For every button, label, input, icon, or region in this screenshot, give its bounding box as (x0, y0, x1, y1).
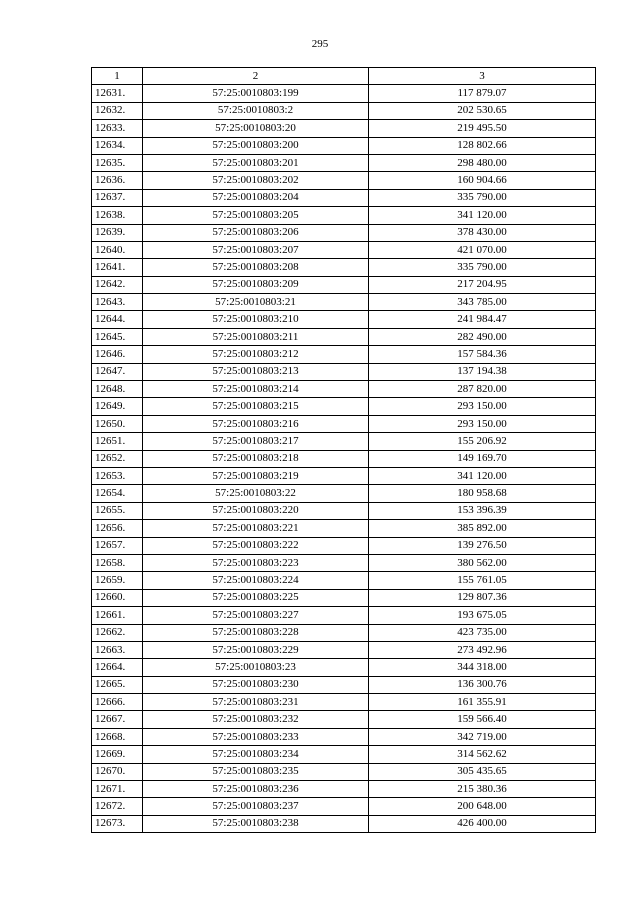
value-cell: 293 150.00 (369, 398, 596, 415)
cadastral-number-cell: 57:25:0010803:232 (143, 711, 369, 728)
cadastral-number-cell: 57:25:0010803:201 (143, 154, 369, 171)
value-cell: 155 761.05 (369, 572, 596, 589)
row-number-cell: 12672. (92, 798, 143, 815)
value-cell: 378 430.00 (369, 224, 596, 241)
value-cell: 149 169.70 (369, 450, 596, 467)
value-cell: 298 480.00 (369, 154, 596, 171)
cadastral-number-cell: 57:25:0010803:2 (143, 102, 369, 119)
row-number-cell: 12649. (92, 398, 143, 415)
table-row (92, 798, 596, 815)
table-row (92, 467, 596, 484)
value-cell: 282 490.00 (369, 328, 596, 345)
table-body (92, 85, 596, 833)
value-cell: 341 120.00 (369, 207, 596, 224)
row-number-cell: 12644. (92, 311, 143, 328)
table-row (92, 607, 596, 624)
row-number-cell: 12638. (92, 207, 143, 224)
cadastral-number-cell: 57:25:0010803:218 (143, 450, 369, 467)
row-number-cell: 12652. (92, 450, 143, 467)
table-row (92, 328, 596, 345)
cadastral-number-cell: 57:25:0010803:20 (143, 120, 369, 137)
value-cell: 159 566.40 (369, 711, 596, 728)
table-row (92, 85, 596, 102)
page-number: 295 (311, 38, 329, 50)
table-row (92, 276, 596, 293)
cadastral-number-cell: 57:25:0010803:204 (143, 189, 369, 206)
value-cell: 180 958.68 (369, 485, 596, 502)
table-row (92, 241, 596, 258)
row-number-cell: 12659. (92, 572, 143, 589)
value-cell: 343 785.00 (369, 294, 596, 311)
value-cell: 273 492.96 (369, 641, 596, 658)
table-row (92, 259, 596, 276)
row-number-cell: 12654. (92, 485, 143, 502)
row-number-cell: 12669. (92, 746, 143, 763)
cadastral-number-cell: 57:25:0010803:23 (143, 659, 369, 676)
row-number-cell: 12647. (92, 363, 143, 380)
cadastral-number-cell: 57:25:0010803:200 (143, 137, 369, 154)
table-row (92, 450, 596, 467)
row-number-cell: 12637. (92, 189, 143, 206)
cadastral-number-cell: 57:25:0010803:211 (143, 328, 369, 345)
cadastral-number-cell: 57:25:0010803:231 (143, 694, 369, 711)
table-row (92, 572, 596, 589)
cadastral-number-cell: 57:25:0010803:209 (143, 276, 369, 293)
value-cell: 380 562.00 (369, 554, 596, 571)
table-row (92, 433, 596, 450)
cadastral-number-cell: 57:25:0010803:206 (143, 224, 369, 241)
cadastral-number-cell: 57:25:0010803:237 (143, 798, 369, 815)
table-row (92, 294, 596, 311)
row-number-cell: 12632. (92, 102, 143, 119)
value-cell: 421 070.00 (369, 241, 596, 258)
cadastral-number-cell: 57:25:0010803:216 (143, 415, 369, 432)
table-row (92, 154, 596, 171)
row-number-cell: 12635. (92, 154, 143, 171)
table-row (92, 120, 596, 137)
value-cell: 200 648.00 (369, 798, 596, 815)
value-cell: 117 879.07 (369, 85, 596, 102)
table-row (92, 554, 596, 571)
table-row (92, 224, 596, 241)
row-number-cell: 12648. (92, 381, 143, 398)
cadastral-number-cell: 57:25:0010803:230 (143, 676, 369, 693)
row-number-cell: 12634. (92, 137, 143, 154)
value-cell: 335 790.00 (369, 259, 596, 276)
cadastral-number-cell: 57:25:0010803:205 (143, 207, 369, 224)
cadastral-number-cell: 57:25:0010803:236 (143, 781, 369, 798)
row-number-cell: 12636. (92, 172, 143, 189)
cadastral-number-cell: 57:25:0010803:233 (143, 728, 369, 745)
cadastral-number-cell: 57:25:0010803:227 (143, 607, 369, 624)
value-cell: 341 120.00 (369, 467, 596, 484)
value-cell: 128 802.66 (369, 137, 596, 154)
value-cell: 153 396.39 (369, 502, 596, 519)
value-cell: 423 735.00 (369, 624, 596, 641)
cadastral-number-cell: 57:25:0010803:223 (143, 554, 369, 571)
row-number-cell: 12653. (92, 467, 143, 484)
value-cell: 217 204.95 (369, 276, 596, 293)
table-row (92, 172, 596, 189)
table-header-row (92, 68, 596, 85)
row-number-cell: 12666. (92, 694, 143, 711)
row-number-cell: 12633. (92, 120, 143, 137)
row-number-cell: 12646. (92, 346, 143, 363)
value-cell: 342 719.00 (369, 728, 596, 745)
table-row (92, 189, 596, 206)
row-number-cell: 12631. (92, 85, 143, 102)
value-cell: 219 495.50 (369, 120, 596, 137)
row-number-cell: 12665. (92, 676, 143, 693)
cadastral-number-cell: 57:25:0010803:219 (143, 467, 369, 484)
value-cell: 314 562.62 (369, 746, 596, 763)
cadastral-number-cell: 57:25:0010803:228 (143, 624, 369, 641)
cadastral-number-cell: 57:25:0010803:224 (143, 572, 369, 589)
value-cell: 287 820.00 (369, 381, 596, 398)
row-number-cell: 12656. (92, 520, 143, 537)
cadastral-number-cell: 57:25:0010803:221 (143, 520, 369, 537)
row-number-cell: 12643. (92, 294, 143, 311)
value-cell: 137 194.38 (369, 363, 596, 380)
table-row (92, 485, 596, 502)
cadastral-number-cell: 57:25:0010803:213 (143, 363, 369, 380)
cadastral-number-cell: 57:25:0010803:220 (143, 502, 369, 519)
row-number-cell: 12663. (92, 641, 143, 658)
table-row (92, 694, 596, 711)
row-number-cell: 12651. (92, 433, 143, 450)
table-row (92, 537, 596, 554)
cadastral-number-cell: 57:25:0010803:207 (143, 241, 369, 258)
table-row (92, 311, 596, 328)
row-number-cell: 12673. (92, 815, 143, 832)
table-row (92, 641, 596, 658)
value-cell: 344 318.00 (369, 659, 596, 676)
value-cell: 161 355.91 (369, 694, 596, 711)
row-number-cell: 12664. (92, 659, 143, 676)
table-row (92, 137, 596, 154)
table-row (92, 346, 596, 363)
table-row (92, 728, 596, 745)
row-number-cell: 12655. (92, 502, 143, 519)
table-row (92, 381, 596, 398)
cadastral-number-cell: 57:25:0010803:214 (143, 381, 369, 398)
table-row (92, 624, 596, 641)
table-row (92, 711, 596, 728)
table-row (92, 676, 596, 693)
row-number-cell: 12662. (92, 624, 143, 641)
value-cell: 293 150.00 (369, 415, 596, 432)
value-cell: 385 892.00 (369, 520, 596, 537)
cadastral-number-cell: 57:25:0010803:238 (143, 815, 369, 832)
row-number-cell: 12657. (92, 537, 143, 554)
row-number-cell: 12670. (92, 763, 143, 780)
table-row (92, 363, 596, 380)
cadastral-number-cell: 57:25:0010803:229 (143, 641, 369, 658)
value-cell: 215 380.36 (369, 781, 596, 798)
cadastral-number-cell: 57:25:0010803:199 (143, 85, 369, 102)
table-row (92, 746, 596, 763)
value-cell: 157 584.36 (369, 346, 596, 363)
table-row (92, 520, 596, 537)
value-cell: 426 400.00 (369, 815, 596, 832)
value-cell: 202 530.65 (369, 102, 596, 119)
cadastral-number-cell: 57:25:0010803:225 (143, 589, 369, 606)
cadastral-number-cell: 57:25:0010803:21 (143, 294, 369, 311)
row-number-cell: 12661. (92, 607, 143, 624)
cadastral-number-cell: 57:25:0010803:235 (143, 763, 369, 780)
table-row (92, 415, 596, 432)
registry-table (91, 67, 596, 833)
cadastral-number-cell: 57:25:0010803:215 (143, 398, 369, 415)
cadastral-number-cell: 57:25:0010803:234 (143, 746, 369, 763)
row-number-cell: 12658. (92, 554, 143, 571)
table-row (92, 502, 596, 519)
value-cell: 129 807.36 (369, 589, 596, 606)
value-cell: 305 435.65 (369, 763, 596, 780)
table-row (92, 815, 596, 832)
table-row (92, 398, 596, 415)
table-row (92, 781, 596, 798)
cadastral-number-cell: 57:25:0010803:212 (143, 346, 369, 363)
row-number-cell: 12667. (92, 711, 143, 728)
table-row (92, 763, 596, 780)
value-cell: 155 206.92 (369, 433, 596, 450)
table-row (92, 102, 596, 119)
value-cell: 136 300.76 (369, 676, 596, 693)
row-number-cell: 12641. (92, 259, 143, 276)
value-cell: 335 790.00 (369, 189, 596, 206)
value-cell: 160 904.66 (369, 172, 596, 189)
table-row (92, 589, 596, 606)
value-cell: 193 675.05 (369, 607, 596, 624)
row-number-cell: 12640. (92, 241, 143, 258)
cadastral-number-cell: 57:25:0010803:217 (143, 433, 369, 450)
cadastral-number-cell: 57:25:0010803:210 (143, 311, 369, 328)
row-number-cell: 12668. (92, 728, 143, 745)
cadastral-number-cell: 57:25:0010803:222 (143, 537, 369, 554)
row-number-cell: 12671. (92, 781, 143, 798)
table-row (92, 207, 596, 224)
row-number-cell: 12642. (92, 276, 143, 293)
row-number-cell: 12639. (92, 224, 143, 241)
column-header-1: 1 (92, 68, 143, 85)
column-header-3: 3 (369, 68, 596, 85)
value-cell: 139 276.50 (369, 537, 596, 554)
row-number-cell: 12645. (92, 328, 143, 345)
cadastral-number-cell: 57:25:0010803:202 (143, 172, 369, 189)
row-number-cell: 12650. (92, 415, 143, 432)
table-row (92, 659, 596, 676)
value-cell: 241 984.47 (369, 311, 596, 328)
row-number-cell: 12660. (92, 589, 143, 606)
cadastral-number-cell: 57:25:0010803:22 (143, 485, 369, 502)
cadastral-number-cell: 57:25:0010803:208 (143, 259, 369, 276)
column-header-2: 2 (143, 68, 369, 85)
